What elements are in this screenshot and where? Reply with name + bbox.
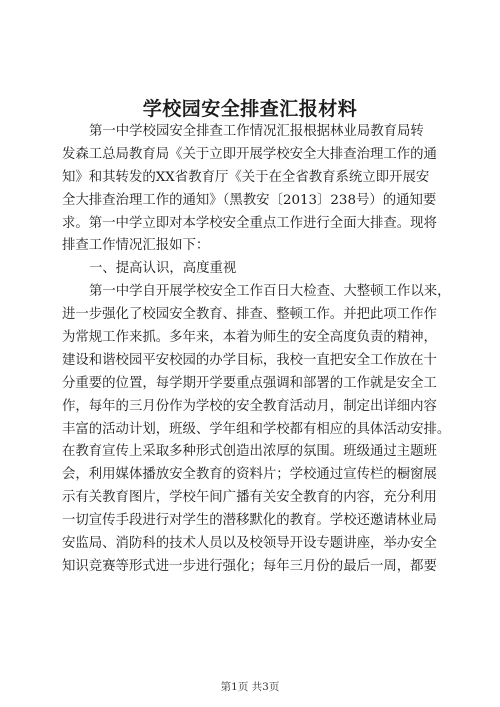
text-line: 第一中学自开展学校安全工作百日大检查、大整顿工作以来， [89,284,451,300]
text-line: 一、提高认识，高度重视 [89,261,237,277]
text-line: 全大排查治理工作的通知》（黑教安〔2013〕238号）的通知要 [62,192,437,208]
text-line: 作，每年的三月份作为学校的安全教育活动月，制定出详细内容 [62,398,437,414]
text-line: 求。第一中学立即对本学校安全重点工作进行全面大排查。现将 [62,215,437,231]
text-line: 一切宣传手段进行对学生的潜移默化的教育。学校还邀请林业局 [62,513,437,529]
text-line: 为常规工作来抓。多年来，本着为师生的安全高度负责的精神， [62,330,437,346]
text-line: 进一步强化了校园安全教育、排查、整顿工作。并把此项工作作 [62,307,437,323]
page-footer: 第1页 共3页 [220,681,280,693]
text-line: 第一中学校园安全排查工作情况汇报根据林业局教育局转 [89,124,424,139]
text-line: 建设和谐校园平安校园的办学目标，我校一直把安全工作放在十 [62,352,437,368]
text-line: 示有关教育图片，学校午间广播有关安全教育的内容，充分利用 [62,490,437,506]
text-line: 丰富的活动计划，班级、学年组和学校都有相应的具体活动安排。 [62,421,451,437]
text-line: 分重要的位置，每学期开学要重点强调和部署的工作就是安全工 [62,375,437,391]
text-line: 排查工作情况汇报如下： [62,238,210,254]
text-line: 知》和其转发的XX省教育厅《关于在全省教育系统立即开展安 [62,169,430,185]
text-line: 安监局、消防科的技术人员以及校领导开设专题讲座，举办安全 [62,536,437,552]
document-title: 学校园安全排查汇报材料 [142,98,358,120]
text-line: 会，利用媒体播放安全教育的资料片；学校通过宣传栏的橱窗展 [62,467,437,483]
text-line: 发森工总局教育局《关于立即开展学校安全大排查治理工作的通 [62,146,437,162]
document-body [62,121,451,579]
text-line: 知识竞赛等形式进一步进行强化；每年三月份的最后一周，都要 [62,558,437,574]
text-line: 在教育宣传上采取多种形式创造出浓厚的氛围。班级通过主题班 [62,444,437,460]
